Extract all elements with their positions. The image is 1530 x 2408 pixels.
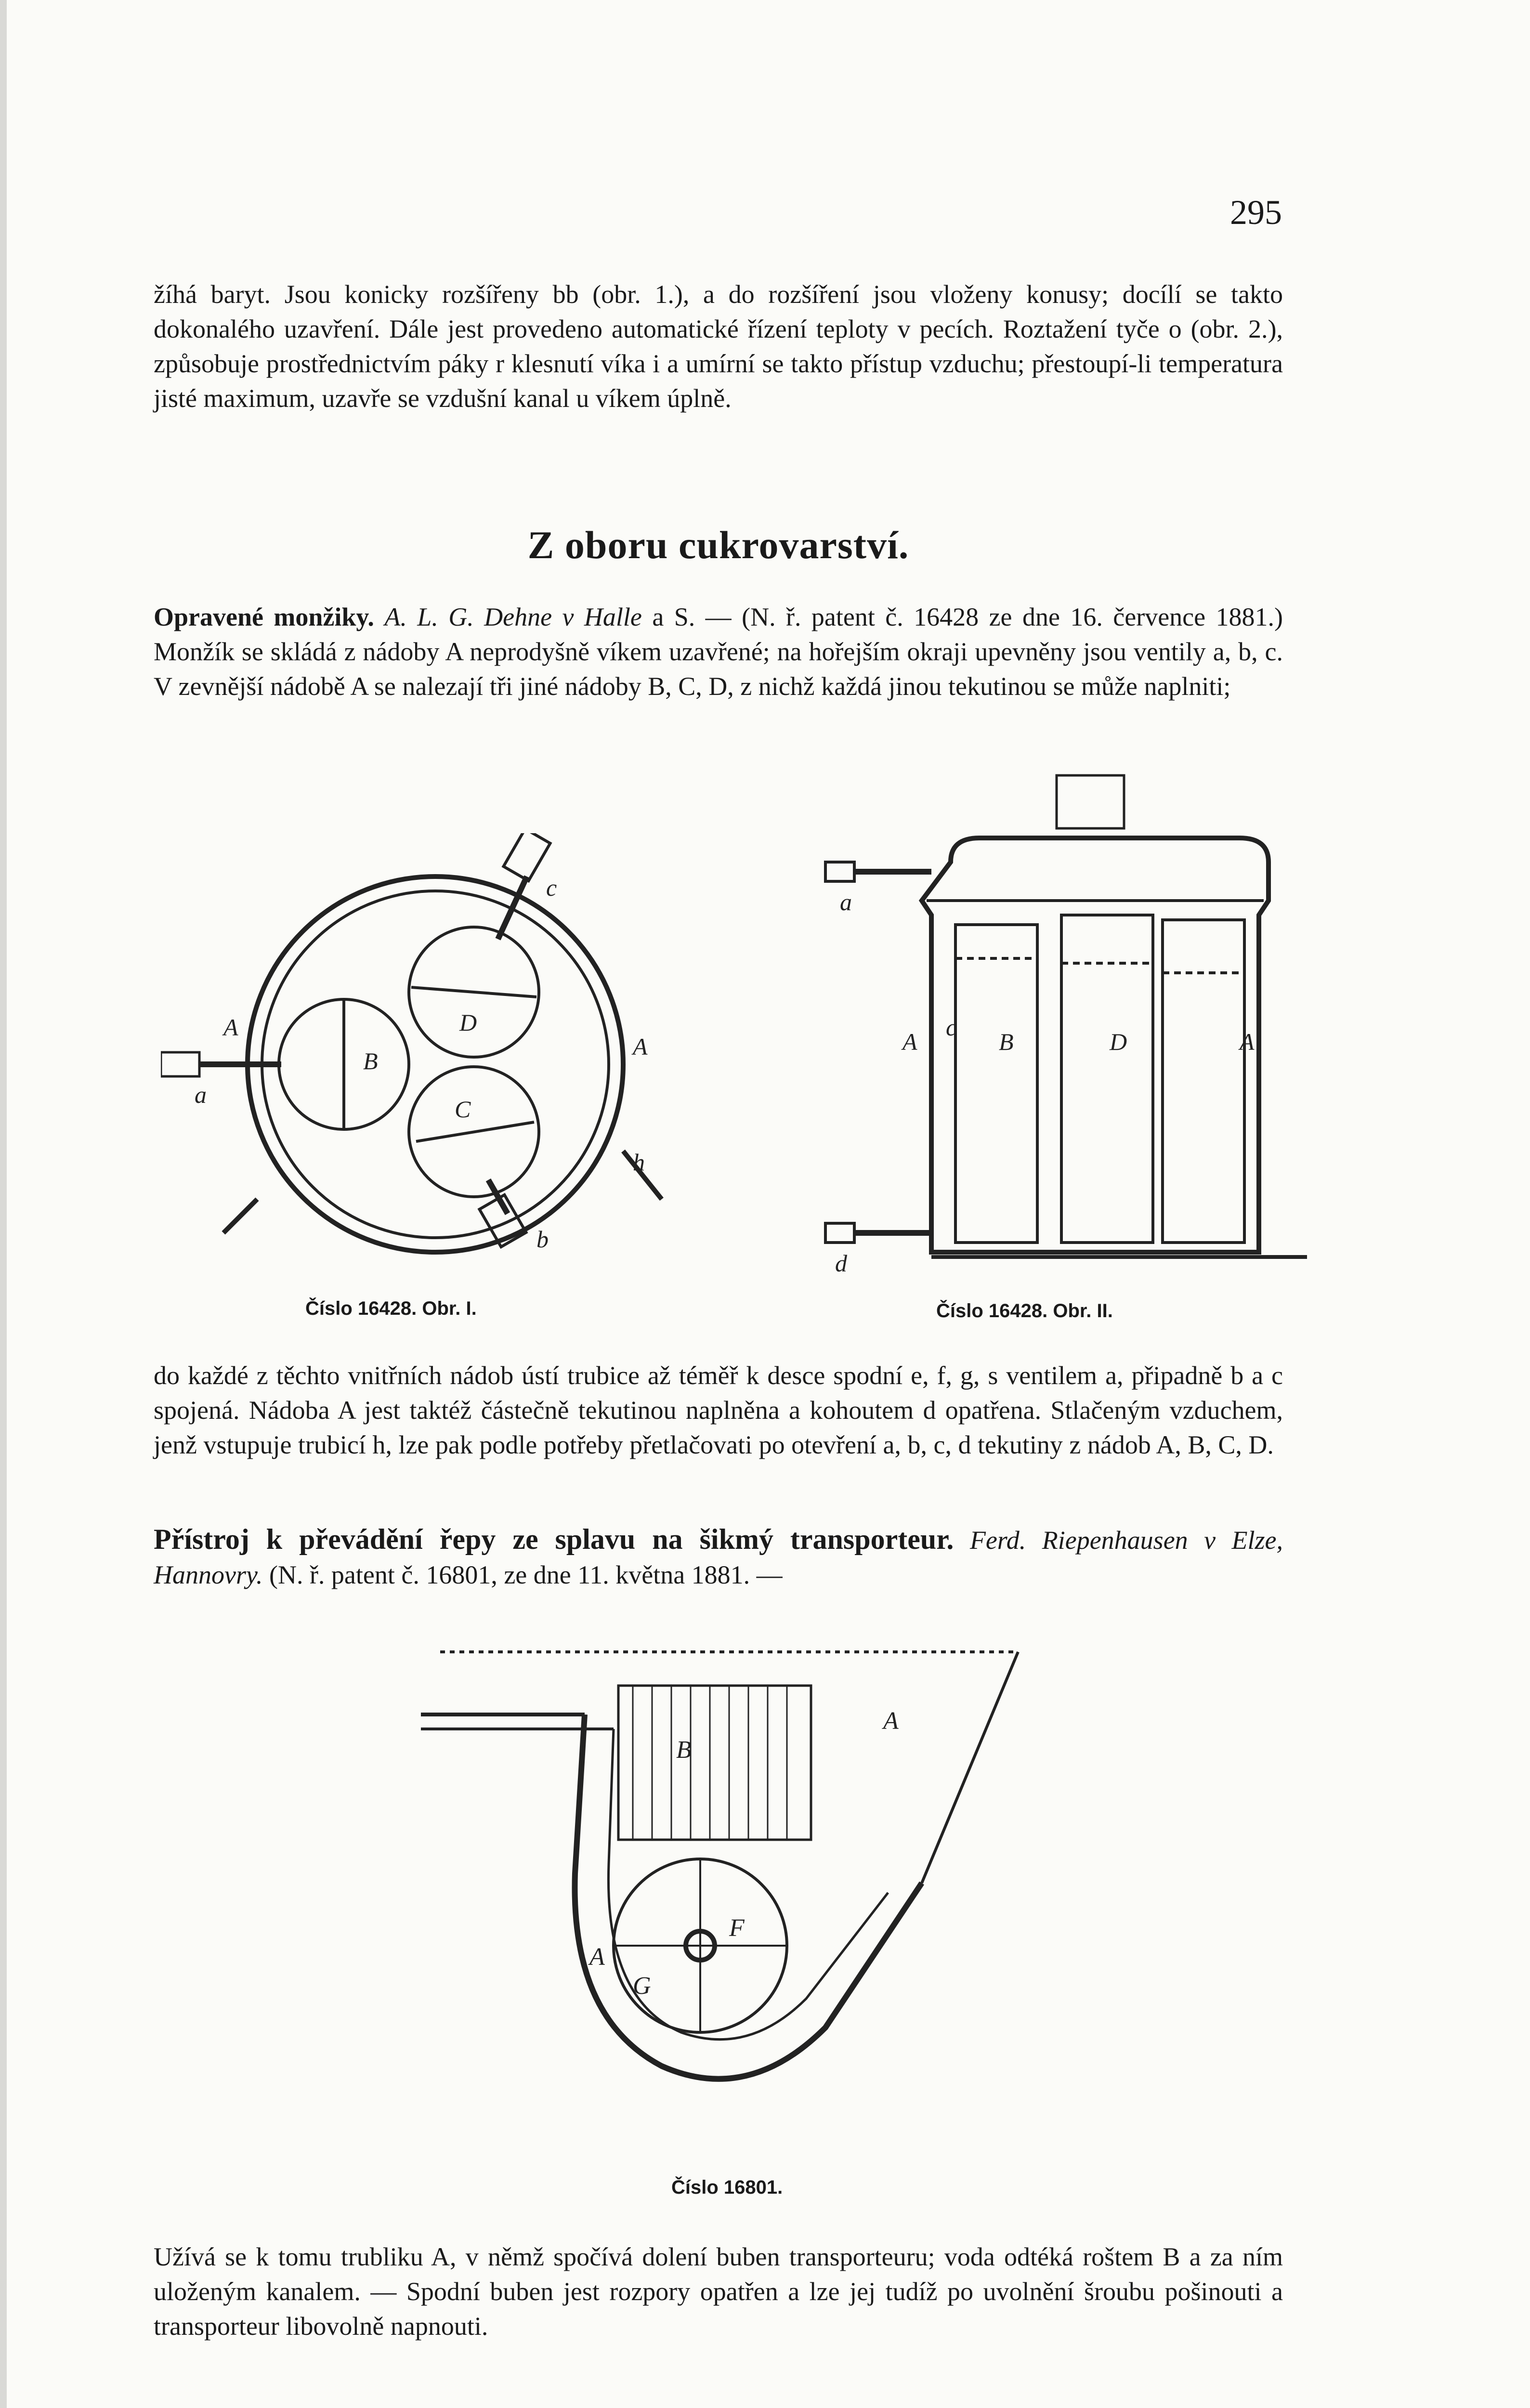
outer-vessel-rim bbox=[248, 877, 623, 1252]
section-title: Z oboru cukrovarství. bbox=[527, 523, 909, 567]
fig3-caption: Číslo 16801. bbox=[671, 2177, 783, 2198]
patent1-title: Opravené monžiky. bbox=[154, 602, 374, 631]
fig1-label-b-valve: b bbox=[536, 1226, 549, 1253]
fig3-label-f: F bbox=[729, 1914, 745, 1942]
fig3-label-b: B bbox=[676, 1736, 692, 1764]
fig1-label-a-valve: a bbox=[195, 1081, 207, 1108]
fig2-label-d-tap: d bbox=[835, 1250, 847, 1276]
patent1-text: a S. — (N. ř. patent č. 16428 ze dne 16. července 1881.) Monžík se skládá z nádoby A neprodyšně víkem uzavřené; na hořejším okraji upevněny jsou ventily a, b, c. V zevnější nádobě A se nalezají tři jiné nádoby B, C, D, z nichž každá jinou tekutinou se může naplniti; bbox=[154, 602, 1283, 701]
patent2-title: Přístroj k převádění řepy ze splavu na šikmý transporteur. bbox=[154, 1523, 954, 1555]
patent2-body: Užívá se k tomu trubliku A, v němž spočívá dolení buben transporteuru; voda odtéká roštem B a za ním uloženým kanalem. — Spodní buben jest rozpory opatřen a lze jej tudíž po uvolnění šroubu pošinouti a transporteur libovolně napnouti. bbox=[154, 2242, 1283, 2341]
fig2-label-a-left: A bbox=[902, 1028, 917, 1055]
fig1-label-a-right: A bbox=[633, 1033, 648, 1060]
fig1-label-a-upper: A bbox=[223, 1014, 238, 1041]
fig2-label-d: D bbox=[1110, 1028, 1127, 1055]
figure-16428-obr1 bbox=[161, 833, 691, 1296]
patent1-continuation: do každé z těchto vnitřních nádob ústí trubice až téměř k desce spodní e, f, g, s ventilem a, připadně b a c spojená. Nádoba A jest taktéž částečně tekutinou naplněna a kohoutem d opatřena. Stlačeným vzduchem, jenž vstupuje trubicí h, lze pak podle potřeby přetlačovati po otevření a, b, c, d tekutiny z nádob A, B, C, D. bbox=[154, 1361, 1283, 1459]
patent2-text: (N. ř. patent č. 16801, ze dne 11. května 1881. — bbox=[262, 1560, 783, 1589]
fig2-label-a-valve: a bbox=[840, 889, 852, 916]
lid-knob bbox=[1057, 775, 1124, 828]
fig3-label-g: G bbox=[633, 1972, 651, 2000]
fig2-label-a-right: A bbox=[1240, 1028, 1255, 1055]
fig1-label-c-vessel: C bbox=[455, 1096, 471, 1123]
patent1-author: A. L. G. Dehne v Halle bbox=[384, 602, 642, 631]
patent2-author: Ferd. Riepenhausen v Elze, Hannovry. bbox=[154, 1526, 1283, 1589]
page-number: 295 bbox=[1230, 193, 1282, 232]
fig3-label-a-left: A bbox=[589, 1943, 605, 1971]
fig1-label-b: B bbox=[363, 1047, 378, 1074]
fig2-caption: Číslo 16428. Obr. II. bbox=[936, 1300, 1113, 1322]
figure-16801 bbox=[411, 1633, 1037, 2153]
fig2-label-b: B bbox=[999, 1028, 1014, 1055]
intro-paragraph: žíhá baryt. Jsou konicky rozšířeny bb (obr. 1.), a do rozšíření jsou vloženy konusy; docílí se takto dokonalého uzavření. Dále jest provedeno automatické řízení teploty v pecích. Roztažení tyče o (obr. 2.), způsobuje prostřednictvím páky r klesnutí víka i a umírní se takto přístup vzduchu; přestoupí-li temperatura jisté maximum, uzavře se vzdušní kanal u víkem úplně. bbox=[154, 280, 1283, 413]
patent1-paragraph bbox=[154, 600, 1283, 704]
fig1-caption: Číslo 16428. Obr. I. bbox=[305, 1298, 477, 1319]
fig1-label-d: D bbox=[459, 1009, 477, 1036]
fig3-label-a-right: A bbox=[883, 1707, 899, 1735]
fig1-label-h: h bbox=[633, 1149, 645, 1176]
patent2-heading bbox=[154, 1522, 1283, 1592]
fig1-label-c-valve: c bbox=[546, 874, 557, 901]
fig2-label-c: c bbox=[946, 1014, 957, 1041]
grate-b bbox=[618, 1686, 811, 1840]
figure-16428-obr2 bbox=[806, 771, 1312, 1276]
